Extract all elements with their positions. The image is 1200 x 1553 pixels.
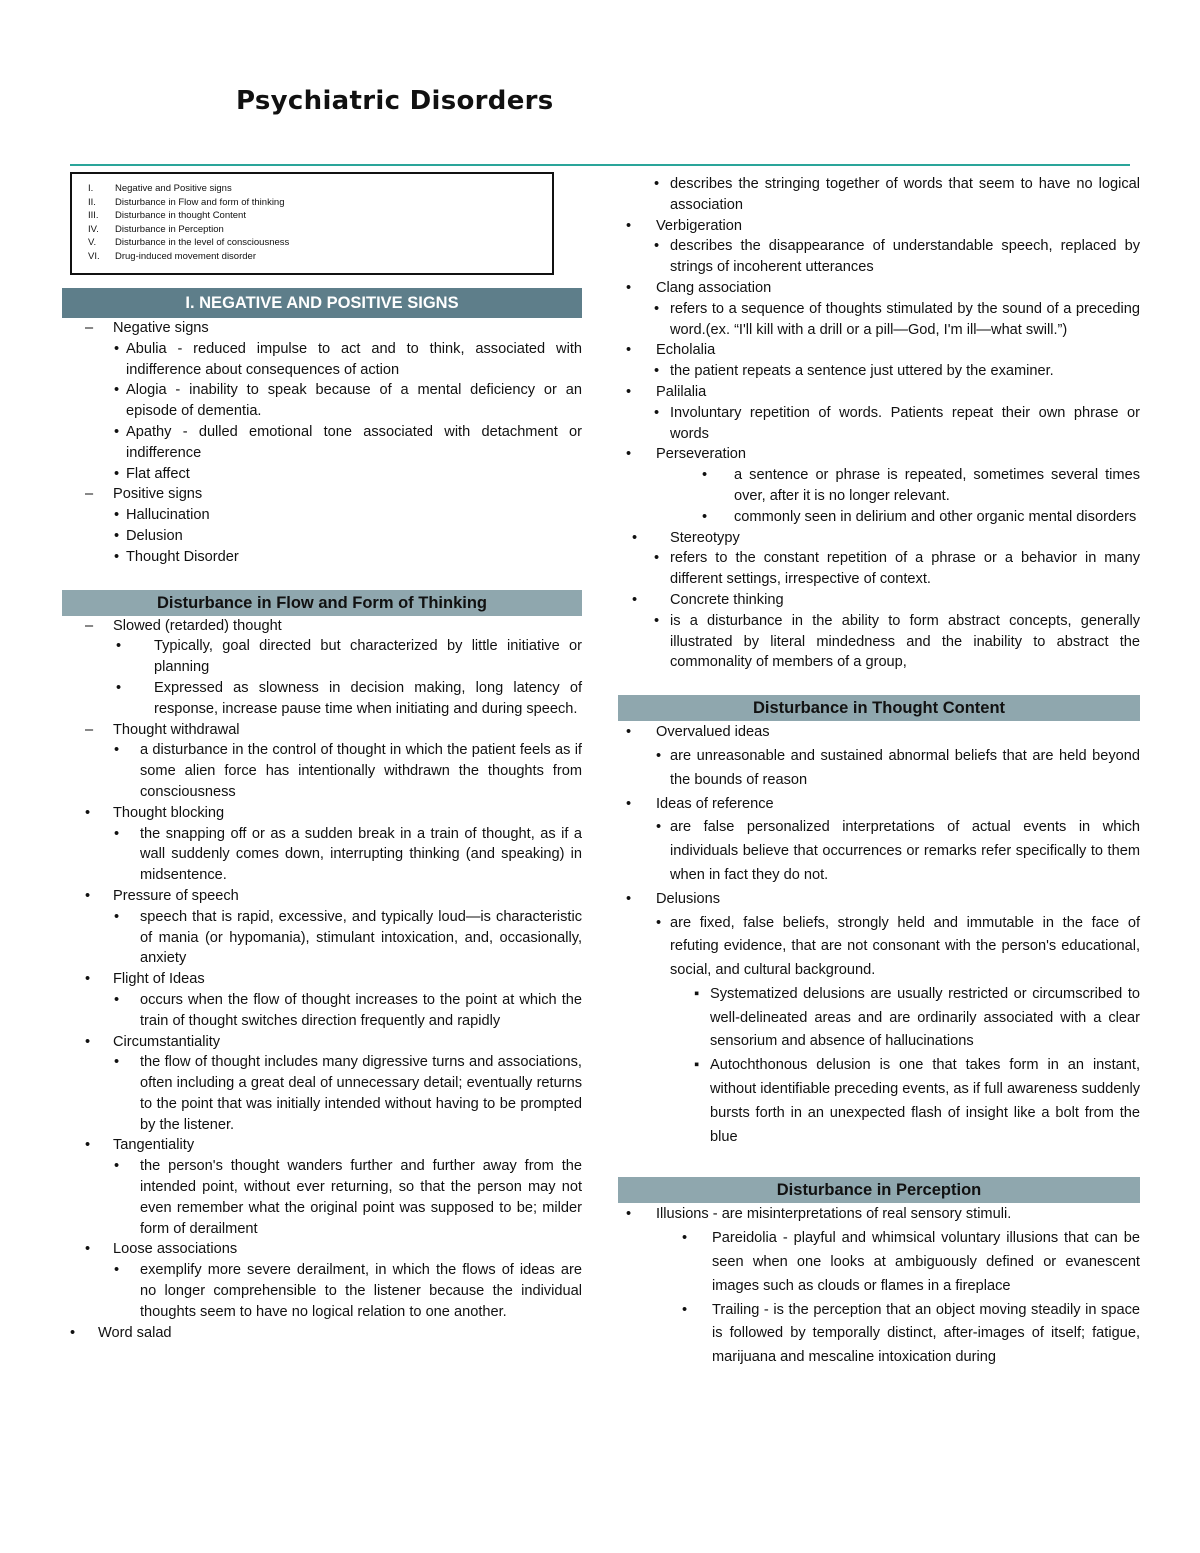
list-item: • Palilalia <box>626 383 707 400</box>
list-item: • the snapping off or as a sudden break in a train of thought, as if a wall suddenly comes down, interrupting thinking (and speaking) in midsentence. <box>114 825 582 884</box>
list-item: • Word salad <box>70 1324 172 1341</box>
list-item: – Thought withdrawal <box>85 721 240 738</box>
toc-text: Disturbance in the level of consciousness <box>115 237 290 249</box>
list-item: • the flow of thought includes many digressive turns and associations, often including a great deal of unnecessary detail; eventually returns to the point that was initially intended without having to be prompted by the listener. <box>114 1054 582 1133</box>
list-item: • Apathy - dulled emotional tone associated with detachment or indifference <box>114 423 582 461</box>
list-item: • are false personalized interpretations of actual events in which individuals believe that occurrences or remarks refer specifically to them when in fact they do not. <box>656 819 1140 883</box>
list-item: • Overvalued ideas <box>626 724 770 741</box>
left-column <box>62 288 582 1343</box>
list-item: • Stereotypy <box>632 529 740 546</box>
toc-number: IV. <box>88 223 99 235</box>
list-item: • is a disturbance in the ability to form abstract concepts, generally illustrated by literal mindedness and the inability to abstract the commonality of members of a group, <box>654 612 1140 671</box>
toc-number: I. <box>88 183 94 194</box>
list-item: • Concrete thinking <box>632 591 784 608</box>
section-header-perception: Disturbance in Perception <box>618 1177 1140 1203</box>
list-item: • are unreasonable and sustained abnormal beliefs that are held beyond the bounds of reason <box>656 747 1140 788</box>
section-header-flow: Disturbance in Flow and Form of Thinking <box>62 590 582 616</box>
list-item: • Flat affect <box>114 465 190 482</box>
list-item: ▪ Autochthonous delusion is one that takes form in an instant, without identifiable preceding events, as if full awareness suddenly bursts forth in an unexpected flash of insight like a bolt from the blue <box>694 1057 1140 1145</box>
list-item: • Abulia - reduced impulse to act and to think, associated with indifference about consequences of action <box>114 340 582 378</box>
list-item: • exemplify more severe derailment, in which the flows of ideas are no longer comprehensible to the listener because the individual thoughts seem to have no logical relation to one another. <box>114 1262 582 1320</box>
list-item: – Negative signs <box>85 320 209 336</box>
toc-text: Drug-induced movement disorder <box>115 250 256 262</box>
right-column <box>618 174 1140 1370</box>
list-item: • Thought blocking <box>85 804 225 821</box>
toc-number: V. <box>88 237 97 249</box>
list-item: • the patient repeats a sentence just uttered by the examiner. <box>654 363 1054 380</box>
list-item: • the person's thought wanders further and further away from the intended point, without ever returning, so that the person may not even remember what the original point was supposed to be; milder form of derailment <box>114 1158 582 1237</box>
list-item: • Clang association <box>626 279 772 296</box>
toc-text: Disturbance in thought Content <box>115 210 246 222</box>
list-item: • Typically, goal directed but characterized by little initiative or planning <box>116 638 582 676</box>
toc-item <box>88 223 552 237</box>
list-item: • describes the stringing together of words that seem to have no logical association <box>654 176 1140 213</box>
table-of-contents <box>70 172 554 275</box>
list-item: • refers to a sequence of thoughts stimulated by the sound of a preceding word.(ex. “I'll kill with a drill or a pill—God, I'm ill—what swill.”) <box>654 300 1140 338</box>
list-item: ▪ Systematized delusions are usually restricted or circumscribed to well-delineated areas and are ordinarily associated with a clear sensorium and absence of hallucinations <box>694 985 1140 1050</box>
list-item: • Delusions <box>626 890 721 907</box>
toc-item <box>88 209 552 223</box>
toc-item <box>88 236 552 250</box>
list-item: • Echolalia <box>626 342 716 359</box>
toc-number: VI. <box>88 250 100 262</box>
list-item: • speech that is rapid, excessive, and typically loud—is characteristic of mania (or hypomania), stimulant intoxication, and, occasionally, anxiety <box>114 908 582 967</box>
list-item: – Slowed (retarded) thought <box>85 617 282 634</box>
list-item: • refers to the constant repetition of a phrase or a behavior in many different settings, irrespective of context. <box>654 550 1140 588</box>
list-item: • Pressure of speech <box>85 887 239 904</box>
list-item: • occurs when the flow of thought increases to the point at which the train of thought switches direction frequently and rapidly <box>114 991 582 1029</box>
list-item: • Involuntary repetition of words. Patients repeat their own phrase or words <box>654 404 1140 442</box>
list-item: • Delusion <box>114 527 183 544</box>
toc-item <box>88 182 552 196</box>
list-item: • commonly seen in delirium and other organic mental disorders <box>702 508 1137 525</box>
list-item: • Illusions - are misinterpretations of real sensory stimuli. <box>626 1206 1012 1223</box>
section-header-negative-positive: I. NEGATIVE AND POSITIVE SIGNS <box>62 288 582 318</box>
toc-item <box>88 250 552 264</box>
list-item: • Pareidolia - playful and whimsical voluntary illusions that can be seen when one looks at ambiguously defined or evanescent images such as clouds or flames in a fireplace <box>682 1230 1140 1294</box>
list-item: • Thought Disorder <box>114 548 239 565</box>
page-title: Psychiatric Disorders <box>236 86 554 116</box>
title-divider <box>70 164 1130 166</box>
list-item: • a disturbance in the control of thought in which the patient feels as if some alien force has intentionally withdrawn the thoughts from consciousness <box>114 742 582 800</box>
list-item: • Verbigeration <box>626 217 743 234</box>
toc-text: Negative and Positive signs <box>115 183 232 194</box>
toc-text: Disturbance in Perception <box>115 223 224 235</box>
toc-number: II. <box>88 196 96 208</box>
toc-text: Disturbance in Flow and form of thinking <box>115 196 285 208</box>
section-header-thought-content: Disturbance in Thought Content <box>618 695 1140 721</box>
list-item: • are fixed, false beliefs, strongly held and immutable in the face of refuting evidence, that are not consonant with the person's educational, social, and cultural background. <box>656 914 1140 979</box>
list-item: • Ideas of reference <box>626 795 774 812</box>
list-item: • Loose associations <box>85 1241 238 1258</box>
list-item: • describes the disappearance of understandable speech, replaced by strings of incoherent utterances <box>654 238 1140 276</box>
list-item: • Trailing - is the perception that an object moving steadily in space is followed by temporally distinct, after-images of itself; fatigue, marijuana and mescaline intoxication during <box>682 1301 1140 1366</box>
list-item: • Tangentiality <box>85 1137 195 1154</box>
list-item: • a sentence or phrase is repeated, sometimes several times over, after it is no longer relevant. <box>702 467 1140 504</box>
list-item: • Hallucination <box>114 507 210 524</box>
list-item: – Positive signs <box>85 486 203 503</box>
toc-item <box>88 196 552 210</box>
list-item: • Flight of Ideas <box>85 971 205 988</box>
list-item: • Circumstantiality <box>85 1033 221 1050</box>
toc-number: III. <box>88 210 99 222</box>
list-item: • Expressed as slowness in decision making, long latency of response, increase pause time when initiating and during speech. <box>116 679 582 717</box>
list-item: • Alogia - inability to speak because of a mental deficiency or an episode of dementia. <box>114 382 582 420</box>
list-item: • Perseveration <box>626 446 747 463</box>
